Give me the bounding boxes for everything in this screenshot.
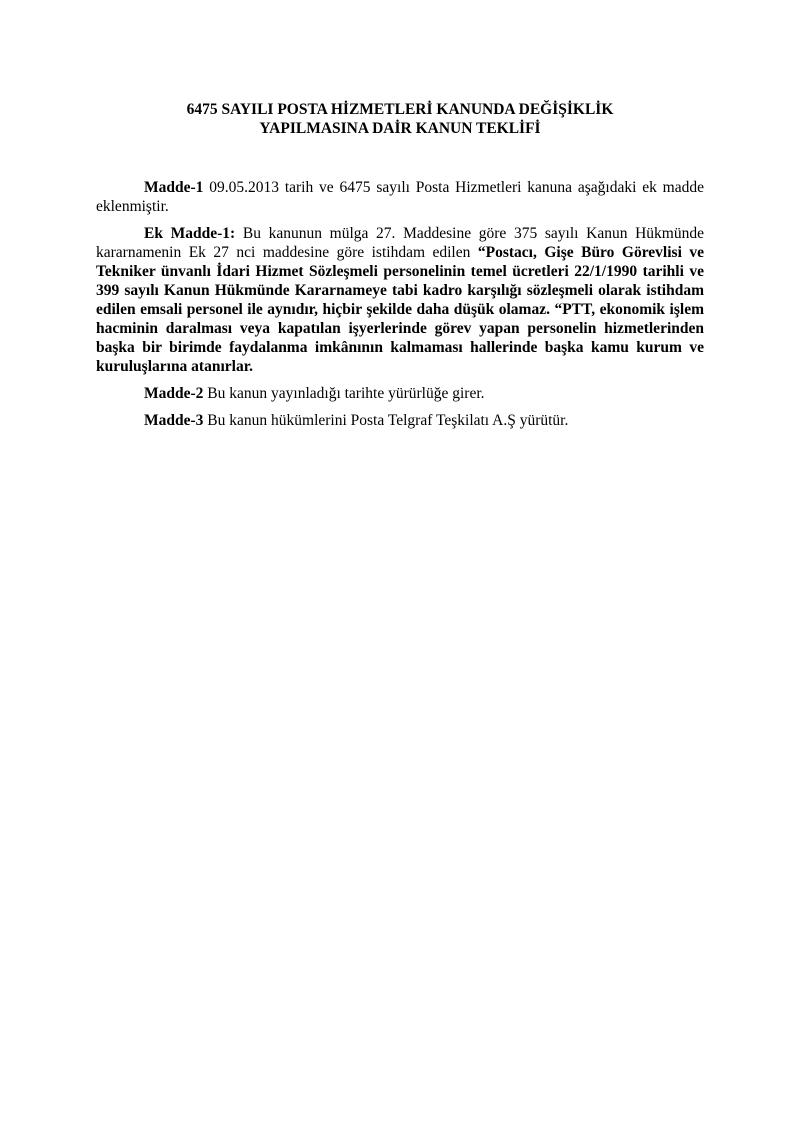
- article-1-label: Madde-1: [144, 179, 204, 196]
- article-1-text: 09.05.2013 tarih ve 6475 sayılı Posta Hizmetleri kanuna aşağıdaki ek madde eklenmiştir.: [96, 179, 704, 215]
- article-2-label: Madde-2: [144, 385, 204, 402]
- article-2: [96, 384, 704, 403]
- additional-article-1-bold-text: “Postacı, Gişe Büro Görevlisi ve Tekniker ünvanlı İdari Hizmet Sözleşmeli personelinin temel ücretleri 22/1/1990 tarihli ve 399 sayılı Kanun Hükmünde Kararnameye tabi kadro karşılığı sözleşmeli olarak istihdam edilen emsali personel ile aynıdır, hiçbir şekilde daha düşük olamaz. “PTT, ekonomik işlem hacminin daralması veya kapatılan işyerlerinde görev yapan personelin hizmetlerinden başka bir birimde faydalanma imkânının kalmaması hallerinde başka kamu kurum ve kuruluşlarına atanırlar.: [96, 244, 705, 375]
- additional-article-1-text: Bu kanunun mülga 27. Maddesine göre 375 sayılı Kanun Hükmünde kararnamenin Ek 27 nci maddesine göre istihdam edilen: [96, 225, 704, 261]
- additional-article-1: [96, 224, 704, 376]
- additional-article-1-label: Ek Madde-1:: [144, 225, 236, 242]
- document-title: [96, 100, 704, 138]
- title-line-2: YAPILMASINA DAİR KANUN TEKLİFİ: [259, 120, 541, 137]
- article-2-text: Bu kanun yayınladığı tarihte yürürlüğe girer.: [203, 385, 485, 402]
- document-body: [96, 178, 704, 438]
- article-3: [96, 411, 704, 430]
- title-line-1: 6475 SAYILI POSTA HİZMETLERİ KANUNDA DEĞİŞİKLİK: [186, 101, 614, 118]
- article-3-label: Madde-3: [144, 412, 204, 429]
- article-1: [96, 178, 704, 216]
- article-3-text: Bu kanun hükümlerini Posta Telgraf Teşkilatı A.Ş yürütür.: [203, 412, 569, 429]
